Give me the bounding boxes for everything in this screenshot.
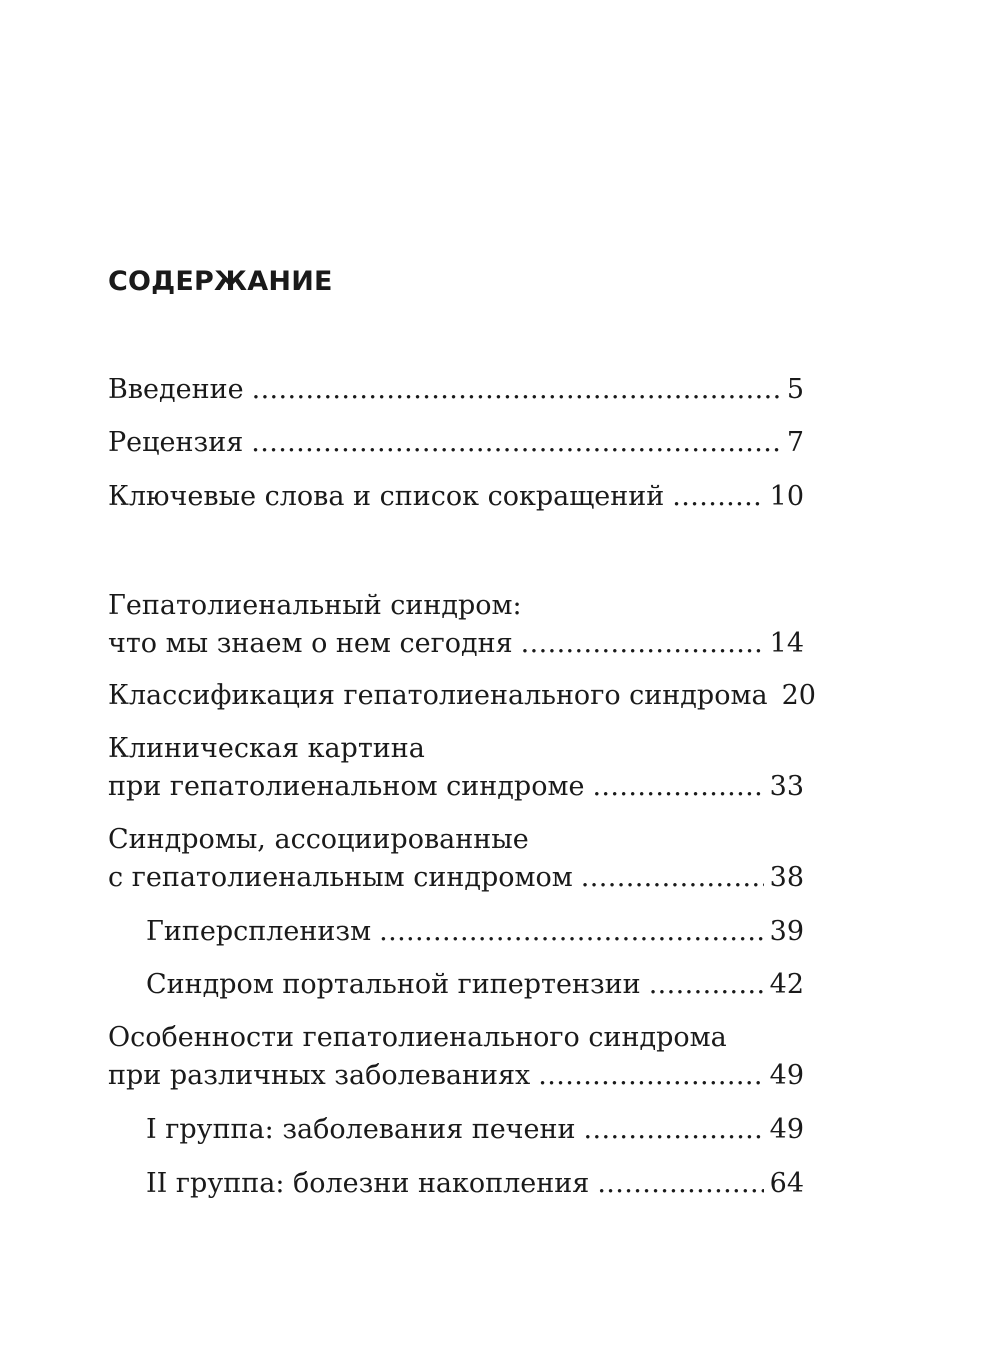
toc-entry-portal-hypertension[interactable] bbox=[146, 966, 804, 1004]
toc-entry-page: 33 bbox=[769, 771, 804, 802]
toc-entry-title: Гиперспленизм bbox=[146, 916, 372, 947]
toc-entry-title: Введение bbox=[108, 374, 244, 405]
toc-entry-page: 10 bbox=[769, 481, 804, 512]
dot-leader bbox=[251, 424, 781, 462]
toc-entry-features-by-disease[interactable] bbox=[108, 1019, 804, 1095]
dot-leader bbox=[597, 1165, 763, 1203]
dot-leader bbox=[649, 966, 764, 1004]
dot-leader bbox=[538, 1057, 763, 1095]
toc-entry-keywords[interactable] bbox=[108, 478, 804, 516]
toc-entry-title-line1: Особенности гепатолиенального синдрома bbox=[108, 1022, 727, 1053]
dot-leader bbox=[672, 478, 763, 516]
toc-entry-title: при различных заболеваниях bbox=[108, 1060, 531, 1091]
toc-entry-page: 49 bbox=[769, 1114, 804, 1145]
toc-entry-title: Синдром портальной гипертензии bbox=[146, 969, 641, 1000]
toc-entry-group-1-liver[interactable] bbox=[146, 1111, 804, 1149]
toc-entry-page: 38 bbox=[769, 862, 804, 893]
toc-entry-hypersplenism[interactable] bbox=[146, 913, 804, 951]
toc-entry-associated-syndromes[interactable] bbox=[108, 821, 804, 897]
toc-entry-page: 7 bbox=[786, 427, 804, 458]
toc-entry-title-line1: Гепатолиенальный синдром: bbox=[108, 590, 522, 621]
dot-leader bbox=[581, 859, 764, 897]
toc-entry-title: с гепатолиенальным синдромом bbox=[108, 862, 573, 893]
dot-leader bbox=[521, 625, 764, 663]
page-title: СОДЕРЖАНИЕ bbox=[108, 266, 333, 297]
toc-entry-page: 64 bbox=[769, 1168, 804, 1199]
toc-entry-page: 39 bbox=[769, 916, 804, 947]
toc-entry-title: I группа: заболевания печени bbox=[146, 1114, 576, 1145]
toc-entry-title: что мы знаем о нем сегодня bbox=[108, 628, 513, 659]
toc-entry-page: 20 bbox=[781, 680, 816, 711]
toc-entry-clinical-picture[interactable] bbox=[108, 730, 804, 806]
toc-entry-group-2-storage[interactable] bbox=[146, 1165, 804, 1203]
toc-entry-title: Классификация гепатолиенального синдрома bbox=[108, 680, 768, 711]
toc-entry-title-line1: Синдромы, ассоциированные bbox=[108, 824, 529, 855]
dot-leader bbox=[584, 1111, 764, 1149]
toc-entry-title: Ключевые слова и список сокращений bbox=[108, 481, 665, 512]
toc-entry-page: 5 bbox=[786, 374, 804, 405]
toc-entry-introduction[interactable] bbox=[108, 371, 804, 409]
toc-entry-title: II группа: болезни накопления bbox=[146, 1168, 590, 1199]
dot-leader bbox=[252, 371, 781, 409]
dot-leader bbox=[379, 913, 764, 951]
dot-leader bbox=[592, 768, 763, 806]
toc-entry-title: Рецензия bbox=[108, 427, 244, 458]
toc-entry-title-line1: Клиническая картина bbox=[108, 733, 425, 764]
toc-entry-title: при гепатолиенальном синдроме bbox=[108, 771, 585, 802]
toc-entry-classification[interactable] bbox=[108, 677, 816, 715]
toc-entry-page: 49 bbox=[769, 1060, 804, 1091]
toc-entry-page: 42 bbox=[769, 969, 804, 1000]
toc-entry-hepatolienal-syndrome[interactable] bbox=[108, 587, 804, 663]
toc-entry-review[interactable] bbox=[108, 424, 804, 462]
toc-entry-page: 14 bbox=[769, 628, 804, 659]
